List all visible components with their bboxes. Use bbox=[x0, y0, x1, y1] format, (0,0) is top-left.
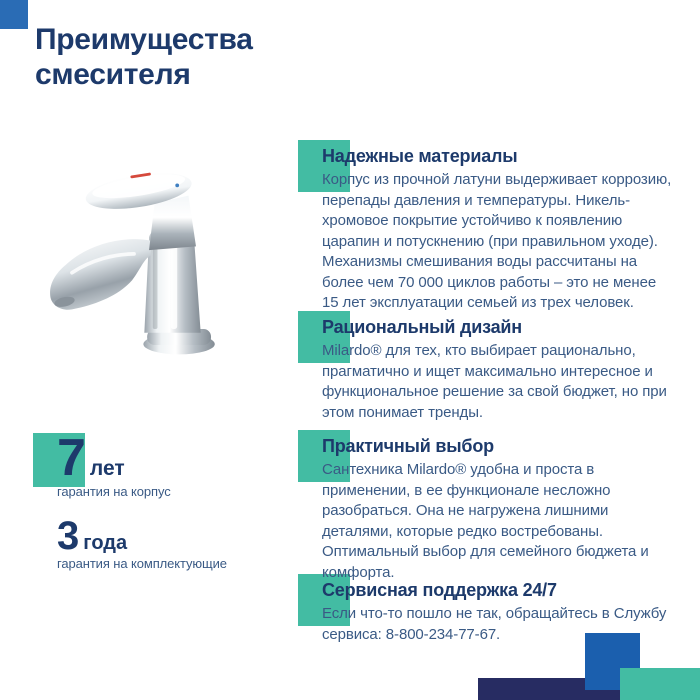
warranty-7-unit: лет bbox=[89, 457, 125, 480]
section-materials bbox=[298, 140, 678, 314]
warranty-3-unit: года bbox=[83, 532, 128, 554]
warranty-3-years bbox=[57, 514, 227, 571]
page-title-line2: смесителя bbox=[35, 58, 191, 91]
section-body: Корпус из прочной латуни выдерживает коррозию, перепады давления и температуры. Никель-хромовое покрытие устойчиво к появлению царапин и потускнению (при правильном уходе). Механизмы смешивания воды рассчитаны на более чем 70 000 циклов работы – это не менее 15 лет эксплуатации семьей из трех человек. bbox=[322, 171, 672, 311]
faucet-icon bbox=[36, 160, 232, 376]
section-title: Практичный выбор bbox=[322, 436, 494, 456]
decor-rect-teal bbox=[620, 668, 700, 700]
section-title: Рациональный дизайн bbox=[322, 317, 522, 337]
warranty-3-caption: гарантия на комплектующие bbox=[57, 556, 227, 571]
warranty-7-caption: гарантия на корпус bbox=[57, 484, 171, 500]
warranty-7-years bbox=[33, 428, 171, 499]
decor-square-top-left bbox=[0, 0, 28, 29]
product-image bbox=[36, 160, 232, 376]
section-title: Сервисная поддержка 24/7 bbox=[322, 580, 557, 600]
section-body: Сантехника Milardo® удобна и проста в применении, в ее функционале несложно разобраться. Она не нагружена лишними деталями, которые редко востребованы. Оптимальный выбор для семейного бюджета и комфорта. bbox=[322, 461, 649, 581]
page-title bbox=[35, 22, 253, 92]
warranty-7-number: 7 bbox=[57, 429, 86, 487]
section-body: Если что-то пошло не так, обращайтесь в Службу сервиса: 8-800-234-77-67. bbox=[322, 605, 667, 643]
section-design bbox=[298, 311, 678, 423]
warranty-7-value bbox=[57, 429, 171, 487]
section-practical bbox=[298, 430, 678, 583]
section-title: Надежные материалы bbox=[322, 146, 518, 166]
warranty-3-number: 3 bbox=[57, 514, 80, 558]
section-body: Milardo® для тех, кто выбирает рационально, прагматично и ищет максимально интересное и функциональное решение за свой бюджет, но при этом понимает тренды. bbox=[322, 342, 667, 421]
warranty-3-value bbox=[57, 514, 227, 558]
page-title-line1: Преимущества bbox=[35, 23, 253, 56]
blue-indicator-dot bbox=[175, 183, 179, 187]
